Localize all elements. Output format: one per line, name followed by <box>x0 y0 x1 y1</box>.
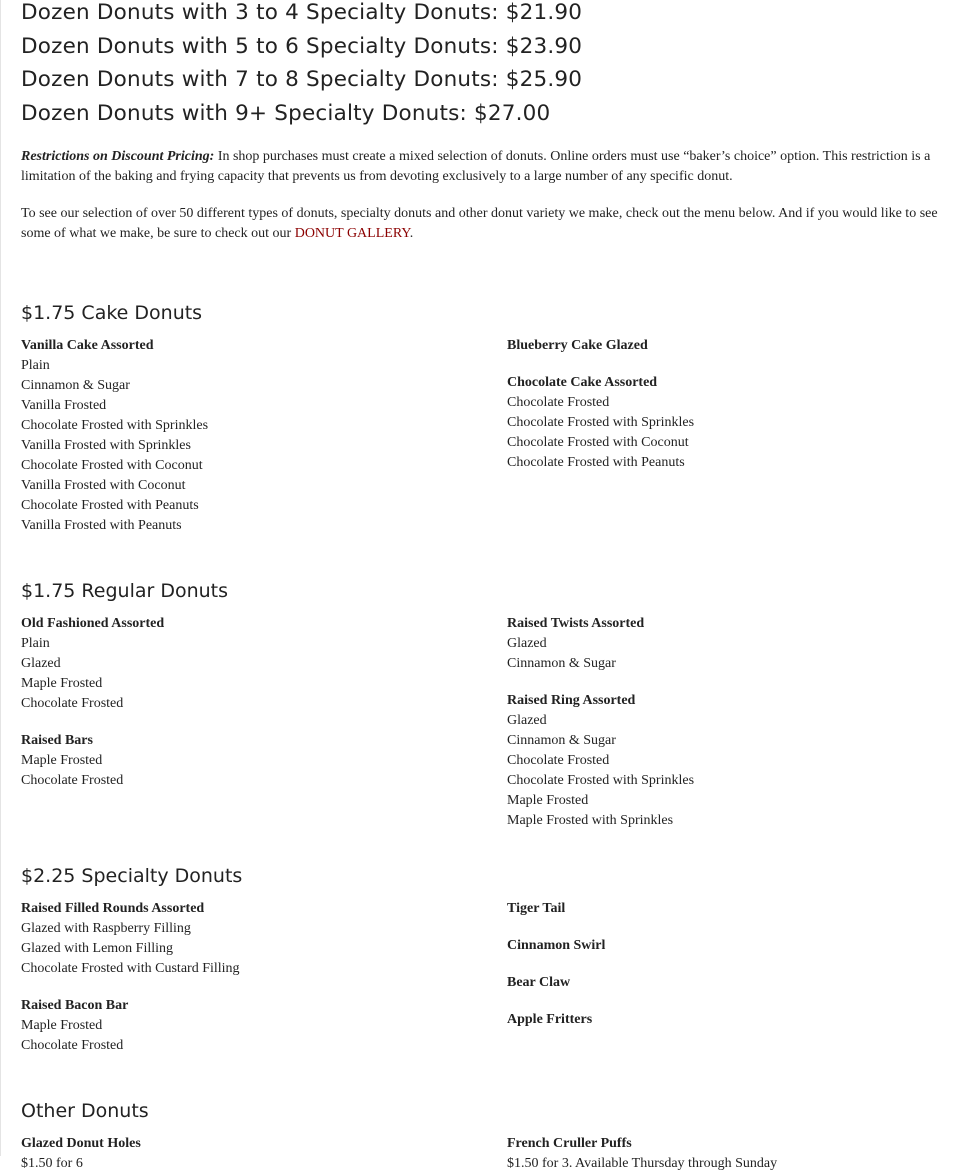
price-line: Dozen Donuts with 9+ Specialty Donuts: $27.00 <box>21 100 551 126</box>
menu-item: Chocolate Frosted with Custard Filling <box>21 961 240 976</box>
menu-item: Chocolate Frosted with Coconut <box>507 435 689 450</box>
left-column <box>21 614 507 831</box>
menu-group <box>507 1010 946 1030</box>
menu-item: Vanilla Frosted with Coconut <box>21 478 186 493</box>
section-regular-donuts <box>21 579 946 831</box>
menu-item: Chocolate Frosted with Sprinkles <box>507 773 695 788</box>
price-line: Dozen Donuts with 3 to 4 Specialty Donuts: $21.90 <box>21 0 583 25</box>
menu-columns <box>21 1134 946 1174</box>
menu-item: Glazed <box>21 656 61 671</box>
menu-item: Maple Frosted <box>21 753 103 768</box>
price-line: Dozen Donuts with 5 to 6 Specialty Donuts: $23.90 <box>21 33 583 59</box>
menu-item: Glazed <box>507 636 547 651</box>
menu-columns <box>21 336 946 536</box>
menu-group <box>507 973 946 993</box>
intro-paragraph <box>21 204 946 244</box>
right-column <box>507 1134 946 1174</box>
menu-group <box>21 899 507 979</box>
section-title: $1.75 Regular Donuts <box>21 580 229 602</box>
restrictions-paragraph <box>21 147 946 187</box>
menu-item: Chocolate Frosted with Peanuts <box>21 498 199 513</box>
left-column <box>21 1134 507 1174</box>
menu-columns <box>21 614 946 831</box>
menu-group-title: Vanilla Cake Assorted <box>21 338 154 353</box>
menu-group-title: Blueberry Cake Glazed <box>507 338 648 353</box>
menu-group <box>21 614 507 714</box>
menu-item: Vanilla Frosted <box>21 398 107 413</box>
menu-item: Glazed with Lemon Filling <box>21 941 174 956</box>
menu-group <box>21 996 507 1056</box>
menu-group-title: Tiger Tail <box>507 901 566 916</box>
menu-group-title: Bear Claw <box>507 975 571 990</box>
restrictions-text: In shop purchases must create a mixed selection of donuts. Online orders must use “baker’s choice” option. This restriction is a limitation of the baking and frying capacity that prevents us from devoting exclusively to a large number of any specific donut. <box>21 149 931 184</box>
menu-item: $1.50 for 3. Available Thursday through Sunday <box>507 1156 778 1171</box>
menu-item: Chocolate Frosted with Sprinkles <box>21 418 209 433</box>
menu-item: Glazed <box>507 713 547 728</box>
menu-item: Chocolate Frosted <box>507 753 610 768</box>
menu-item: Plain <box>21 636 50 651</box>
donut-gallery-link[interactable]: DONUT GALLERY <box>294 226 410 241</box>
intro-text: To see our selection of over 50 different types of donuts, specialty donuts and other donut variety we make, check out the menu below. And if you would like to see some of what we make, be sure to check out our <box>21 206 938 241</box>
section-title: $1.75 Cake Donuts <box>21 302 203 324</box>
menu-group-title: Raised Bacon Bar <box>21 998 129 1013</box>
menu-group <box>21 1134 507 1174</box>
menu-item: Chocolate Frosted with Coconut <box>21 458 203 473</box>
menu-group-title: Raised Twists Assorted <box>507 616 645 631</box>
menu-item: Maple Frosted with Sprinkles <box>507 813 674 828</box>
menu-item: Chocolate Frosted <box>21 696 124 711</box>
menu-group-title: Glazed Donut Holes <box>21 1136 141 1151</box>
menu-item: Maple Frosted <box>21 676 103 691</box>
left-column <box>21 336 507 536</box>
menu-group-title: Cinnamon Swirl <box>507 938 606 953</box>
menu-item: Plain <box>21 358 50 373</box>
menu-group <box>507 899 946 919</box>
menu-item: $1.50 for 6 <box>21 1156 83 1171</box>
menu-item: Chocolate Frosted <box>507 395 610 410</box>
section-cake-donuts <box>21 301 946 536</box>
section-title: $2.25 Specialty Donuts <box>21 865 243 887</box>
menu-group-title: Apple Fritters <box>507 1012 593 1027</box>
menu-item: Cinnamon & Sugar <box>507 733 616 748</box>
menu-group <box>507 936 946 956</box>
right-column <box>507 614 946 831</box>
left-column <box>21 899 507 1056</box>
section-specialty-donuts <box>21 864 946 1056</box>
price-line: Dozen Donuts with 7 to 8 Specialty Donuts: $25.90 <box>21 67 583 92</box>
menu-group-title: Raised Filled Rounds Assorted <box>21 901 205 916</box>
menu-group <box>21 336 507 536</box>
menu-group-title: Raised Bars <box>21 733 93 748</box>
menu-item: Chocolate Frosted <box>21 1038 124 1053</box>
menu-item: Maple Frosted <box>507 793 589 808</box>
page-content <box>21 0 946 1174</box>
menu-columns <box>21 899 946 1056</box>
right-column <box>507 336 946 536</box>
restrictions-label: Restrictions on Discount Pricing: <box>21 149 215 164</box>
menu-item: Chocolate Frosted with Peanuts <box>507 455 685 470</box>
menu-group <box>507 373 946 473</box>
menu-group <box>21 731 507 791</box>
menu-group-title: Old Fashioned Assorted <box>21 616 165 631</box>
menu-item: Cinnamon & Sugar <box>507 656 616 671</box>
section-other-donuts <box>21 1099 946 1174</box>
menu-group <box>507 614 946 674</box>
menu-item: Vanilla Frosted with Sprinkles <box>21 438 191 453</box>
menu-group-title: French Cruller Puffs <box>507 1136 632 1151</box>
right-column <box>507 899 946 1056</box>
menu-item: Cinnamon & Sugar <box>21 378 130 393</box>
menu-item: Maple Frosted <box>21 1018 103 1033</box>
menu-item: Glazed with Raspberry Filling <box>21 921 191 936</box>
menu-item: Chocolate Frosted with Sprinkles <box>507 415 695 430</box>
menu-group-title: Chocolate Cake Assorted <box>507 375 658 390</box>
menu-group <box>507 1134 946 1174</box>
left-border <box>0 0 1 1156</box>
menu-group-title: Raised Ring Assorted <box>507 693 636 708</box>
menu-group <box>507 691 946 831</box>
menu-item: Vanilla Frosted with Peanuts <box>21 518 182 533</box>
dozen-pricing-list <box>21 0 946 130</box>
menu-item: Chocolate Frosted <box>21 773 124 788</box>
section-title: Other Donuts <box>21 1100 149 1122</box>
intro-after: . <box>409 226 414 241</box>
menu-group <box>507 336 946 356</box>
